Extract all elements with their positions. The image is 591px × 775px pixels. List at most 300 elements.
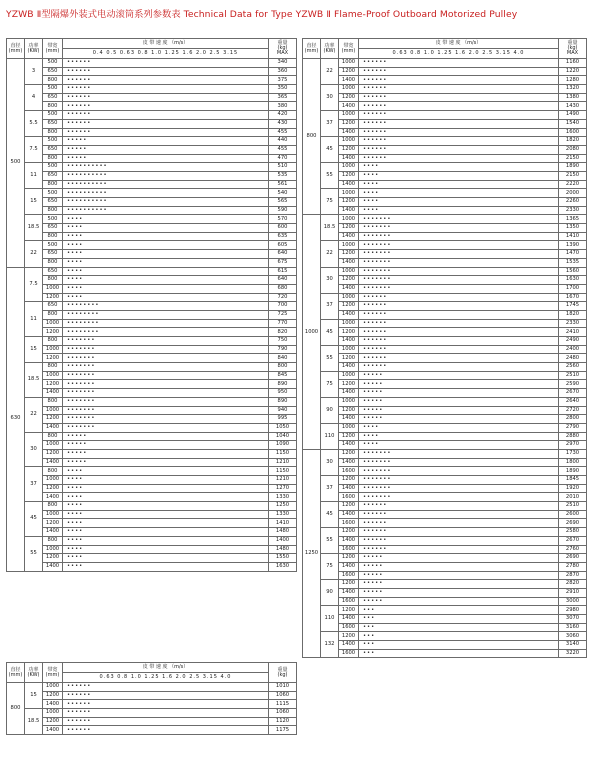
power-cell: 7.5 [25, 137, 43, 163]
table-row [7, 484, 297, 493]
table-row [7, 198, 297, 207]
table-row [7, 717, 297, 726]
diameter-cell: 500 [7, 59, 25, 268]
belt-width-cell: 800 [43, 276, 63, 285]
header-power: 功率 (KW) [25, 663, 43, 683]
table-row [303, 310, 587, 319]
weight-cell: 2880 [559, 432, 587, 441]
speed-availability-cell: •••• [63, 215, 269, 224]
weight-cell: 440 [269, 137, 297, 146]
weight-cell: 1365 [559, 215, 587, 224]
belt-width-cell: 1200 [43, 415, 63, 424]
belt-width-cell: 1000 [339, 137, 359, 146]
speed-availability-cell: •••••• [359, 154, 559, 163]
belt-width-cell: 650 [43, 145, 63, 154]
weight-cell: 2150 [559, 154, 587, 163]
weight-cell: 2510 [559, 502, 587, 511]
weight-cell: 2560 [559, 363, 587, 372]
speed-availability-cell: •••••••••• [63, 189, 269, 198]
weight-cell: 455 [269, 128, 297, 137]
belt-width-cell: 1600 [339, 467, 359, 476]
weight-cell: 2480 [559, 354, 587, 363]
table-row [7, 502, 297, 511]
header-weight: 重量 (kg) MAX [559, 39, 587, 59]
belt-width-cell: 500 [43, 137, 63, 146]
table-row [303, 363, 587, 372]
belt-width-cell: 1400 [43, 458, 63, 467]
weight-cell: 340 [269, 59, 297, 68]
weight-cell: 540 [269, 189, 297, 198]
table-row [7, 363, 297, 372]
speed-availability-cell: ••••• [359, 389, 559, 398]
table-row [303, 623, 587, 632]
belt-width-cell: 650 [43, 119, 63, 128]
table-row [303, 449, 587, 458]
weight-cell: 1150 [269, 449, 297, 458]
weight-cell: 2410 [559, 328, 587, 337]
header-belt-speed: 皮 带 速 度 （m/s） [359, 39, 559, 49]
weight-cell: 2260 [559, 198, 587, 207]
weight-cell: 2970 [559, 441, 587, 450]
belt-width-cell: 1200 [43, 717, 63, 726]
speed-availability-cell: •••••• [359, 293, 559, 302]
table-row [7, 510, 297, 519]
table-row [7, 293, 297, 302]
table-row [7, 397, 297, 406]
speed-availability-cell: •••••• [359, 137, 559, 146]
speed-availability-cell: •••••••••• [63, 180, 269, 189]
speed-availability-cell: •••••••••• [63, 163, 269, 172]
belt-width-cell: 1000 [339, 423, 359, 432]
speed-availability-cell: •••••••••• [63, 198, 269, 207]
belt-width-cell: 1600 [339, 597, 359, 606]
belt-width-cell: 1200 [339, 276, 359, 285]
table-row [7, 145, 297, 154]
speed-availability-cell: •••••• [359, 310, 559, 319]
weight-cell: 2690 [559, 554, 587, 563]
weight-cell: 1540 [559, 119, 587, 128]
table-row [7, 683, 297, 692]
weight-cell: 640 [269, 250, 297, 259]
weight-cell: 2910 [559, 588, 587, 597]
speed-availability-cell: ••••• [63, 137, 269, 146]
table-row [303, 502, 587, 511]
speed-availability-cell: ••••• [359, 380, 559, 389]
weight-cell: 2580 [559, 528, 587, 537]
speed-availability-cell: •••• [359, 206, 559, 215]
weight-cell: 1820 [559, 310, 587, 319]
speed-availability-cell: •••• [63, 224, 269, 233]
weight-cell: 1480 [269, 545, 297, 554]
power-cell: 55 [321, 345, 339, 371]
table-row [303, 510, 587, 519]
belt-width-cell: 1400 [339, 232, 359, 241]
table-row [303, 337, 587, 346]
belt-width-cell: 1200 [339, 380, 359, 389]
belt-width-cell: 1200 [339, 250, 359, 259]
speed-availability-cell: •••••• [63, 717, 269, 726]
weight-cell: 940 [269, 406, 297, 415]
speed-availability-cell: ••••••• [359, 224, 559, 233]
power-cell: 37 [321, 293, 339, 319]
speed-availability-cell: ••• [359, 649, 559, 658]
belt-width-cell: 1000 [339, 267, 359, 276]
weight-cell: 3000 [559, 597, 587, 606]
table-row [7, 310, 297, 319]
weight-cell: 1560 [559, 267, 587, 276]
speed-availability-cell: •••••• [359, 59, 559, 68]
weight-cell: 950 [269, 389, 297, 398]
table-row [303, 198, 587, 207]
belt-width-cell: 1200 [339, 354, 359, 363]
table-row [303, 180, 587, 189]
belt-width-cell: 800 [43, 432, 63, 441]
weight-cell: 1410 [269, 519, 297, 528]
weight-cell: 570 [269, 215, 297, 224]
belt-width-cell: 1000 [43, 441, 63, 450]
power-cell: 75 [321, 554, 339, 580]
belt-width-cell: 1000 [339, 111, 359, 120]
table-row [303, 406, 587, 415]
belt-width-cell: 1400 [43, 389, 63, 398]
speed-availability-cell: ••••••• [359, 241, 559, 250]
belt-width-cell: 1000 [339, 189, 359, 198]
weight-cell: 2600 [559, 510, 587, 519]
weight-cell: 2760 [559, 545, 587, 554]
belt-width-cell: 800 [43, 180, 63, 189]
belt-width-cell: 1200 [339, 328, 359, 337]
belt-width-cell: 1000 [43, 284, 63, 293]
belt-width-cell: 650 [43, 198, 63, 207]
speed-availability-cell: •••• [359, 441, 559, 450]
diameter-cell: 800 [7, 683, 25, 735]
table-row [7, 536, 297, 545]
table-row [303, 423, 587, 432]
belt-width-cell: 1400 [339, 484, 359, 493]
speed-availability-cell: ••••••• [359, 476, 559, 485]
speed-availability-cell: •••••••• [63, 328, 269, 337]
weight-cell: 1150 [269, 467, 297, 476]
weight-cell: 2150 [559, 171, 587, 180]
power-cell: 37 [321, 111, 339, 137]
weight-cell: 2490 [559, 337, 587, 346]
speed-availability-cell: ••• [359, 641, 559, 650]
belt-width-cell: 1200 [339, 119, 359, 128]
table-row [303, 85, 587, 94]
table-row [303, 484, 587, 493]
weight-cell: 1050 [269, 423, 297, 432]
belt-width-cell: 1000 [43, 406, 63, 415]
speed-availability-cell: •••• [63, 293, 269, 302]
belt-width-cell: 1400 [339, 536, 359, 545]
table-row [303, 241, 587, 250]
table-row [7, 432, 297, 441]
weight-cell: 1120 [269, 717, 297, 726]
speed-availability-cell: ••••••• [63, 415, 269, 424]
speed-availability-cell: •••••••••• [63, 206, 269, 215]
diameter-cell: 800 [303, 59, 321, 215]
belt-width-cell: 1200 [339, 632, 359, 641]
table-row [7, 137, 297, 146]
table-row [7, 258, 297, 267]
header-diameter: 直径 (mm) [7, 39, 25, 59]
speed-availability-cell: •••••• [359, 328, 559, 337]
weight-cell: 1220 [559, 67, 587, 76]
header-belt-width: 带宽 (mm) [43, 663, 63, 683]
weight-cell: 2790 [559, 423, 587, 432]
speed-availability-cell: •••• [63, 241, 269, 250]
belt-width-cell: 1400 [339, 615, 359, 624]
weight-cell: 1890 [559, 163, 587, 172]
weight-cell: 700 [269, 302, 297, 311]
table-row [303, 267, 587, 276]
power-cell: 132 [321, 632, 339, 658]
weight-cell: 2870 [559, 571, 587, 580]
weight-cell: 3060 [559, 632, 587, 641]
belt-width-cell: 1200 [339, 580, 359, 589]
table-row [303, 250, 587, 259]
belt-width-cell: 650 [43, 93, 63, 102]
table-row [7, 545, 297, 554]
belt-width-cell: 1200 [339, 554, 359, 563]
speed-availability-cell: ••• [359, 615, 559, 624]
table-row [303, 224, 587, 233]
table-row [7, 528, 297, 537]
speed-availability-cell: •••••• [63, 102, 269, 111]
table-row [7, 709, 297, 718]
left-spec-table [6, 38, 297, 572]
speed-availability-cell: •••••• [63, 128, 269, 137]
weight-cell: 455 [269, 145, 297, 154]
table-row [7, 215, 297, 224]
speed-availability-cell: ••••••• [63, 371, 269, 380]
belt-width-cell: 1000 [339, 59, 359, 68]
weight-cell: 1210 [269, 458, 297, 467]
speed-availability-cell: ••••••• [359, 232, 559, 241]
weight-cell: 590 [269, 206, 297, 215]
power-cell: 45 [321, 137, 339, 163]
table-row [303, 389, 587, 398]
speed-availability-cell: •••••• [359, 510, 559, 519]
table-row [7, 354, 297, 363]
weight-cell: 1550 [269, 554, 297, 563]
power-cell: 15 [25, 189, 43, 215]
speed-availability-cell: ••••••• [359, 467, 559, 476]
weight-cell: 1010 [269, 683, 297, 692]
speed-availability-cell: •••••••• [63, 302, 269, 311]
belt-width-cell: 650 [43, 250, 63, 259]
power-cell: 7.5 [25, 267, 43, 302]
speed-availability-cell: •••• [359, 189, 559, 198]
table-row [7, 302, 297, 311]
belt-width-cell: 800 [43, 467, 63, 476]
power-cell: 18.5 [25, 215, 43, 241]
table-row [303, 606, 587, 615]
power-cell: 30 [321, 85, 339, 111]
speed-availability-cell: •••••• [359, 85, 559, 94]
table-row [303, 215, 587, 224]
speed-availability-cell: ••••••• [359, 276, 559, 285]
speed-availability-cell: •••• [63, 536, 269, 545]
table-row [303, 467, 587, 476]
table-row [303, 397, 587, 406]
speed-availability-cell: •••••• [359, 502, 559, 511]
speed-availability-cell: •••••• [359, 119, 559, 128]
weight-cell: 510 [269, 163, 297, 172]
speed-availability-cell: •••• [359, 198, 559, 207]
belt-width-cell: 500 [43, 111, 63, 120]
table-row [7, 337, 297, 346]
belt-width-cell: 1200 [43, 554, 63, 563]
header-speed-values: 0.63 0.8 1.0 1.25 1.6 2.0 2.5 3.15 4.0 [359, 49, 559, 59]
belt-width-cell: 500 [43, 189, 63, 198]
weight-cell: 1670 [559, 293, 587, 302]
weight-cell: 535 [269, 171, 297, 180]
power-cell: 11 [25, 302, 43, 337]
speed-availability-cell: •••• [63, 476, 269, 485]
table-row [7, 232, 297, 241]
belt-width-cell: 1200 [43, 380, 63, 389]
weight-cell: 1250 [269, 502, 297, 511]
power-cell: 22 [25, 397, 43, 432]
weight-cell: 1330 [269, 510, 297, 519]
speed-availability-cell: ••••••• [63, 389, 269, 398]
weight-cell: 635 [269, 232, 297, 241]
speed-availability-cell: ••••• [359, 406, 559, 415]
belt-width-cell: 1000 [43, 371, 63, 380]
belt-width-cell: 1000 [339, 345, 359, 354]
speed-availability-cell: ••••••• [359, 449, 559, 458]
belt-width-cell: 500 [43, 85, 63, 94]
belt-width-cell: 1200 [339, 476, 359, 485]
weight-cell: 2510 [559, 371, 587, 380]
belt-width-cell: 1400 [43, 423, 63, 432]
weight-cell: 1470 [559, 250, 587, 259]
table-row [303, 258, 587, 267]
right-spec-table-body [303, 59, 587, 658]
belt-width-cell: 1600 [339, 623, 359, 632]
weight-cell: 1380 [559, 93, 587, 102]
table-row [7, 119, 297, 128]
belt-width-cell: 1000 [43, 545, 63, 554]
power-cell: 75 [321, 189, 339, 215]
power-cell: 22 [321, 59, 339, 85]
left-spec-table-body [7, 59, 297, 572]
belt-width-cell: 1200 [339, 606, 359, 615]
speed-availability-cell: •••••• [359, 354, 559, 363]
table-row [7, 458, 297, 467]
weight-cell: 2590 [559, 380, 587, 389]
weight-cell: 2720 [559, 406, 587, 415]
table-row [7, 406, 297, 415]
table-row [7, 284, 297, 293]
speed-availability-cell: •••• [63, 284, 269, 293]
belt-width-cell: 1200 [43, 293, 63, 302]
belt-width-cell: 1400 [43, 726, 63, 735]
right-spec-table-container [302, 38, 586, 658]
speed-availability-cell: ••••• [63, 154, 269, 163]
speed-availability-cell: •••••• [359, 519, 559, 528]
speed-availability-cell: •••• [63, 519, 269, 528]
belt-width-cell: 800 [43, 536, 63, 545]
table-row [7, 93, 297, 102]
speed-availability-cell: •••• [359, 432, 559, 441]
weight-cell: 1280 [559, 76, 587, 85]
speed-availability-cell: •••••• [63, 111, 269, 120]
speed-availability-cell: •••• [63, 493, 269, 502]
power-cell: 55 [321, 528, 339, 554]
belt-width-cell: 1200 [339, 93, 359, 102]
power-cell: 45 [321, 319, 339, 345]
table-row [303, 632, 587, 641]
weight-cell: 1040 [269, 432, 297, 441]
table-row [7, 389, 297, 398]
header-diameter: 直径 (mm) [303, 39, 321, 59]
speed-availability-cell: •••••• [63, 691, 269, 700]
belt-width-cell: 500 [43, 163, 63, 172]
weight-cell: 1390 [559, 241, 587, 250]
table-row [303, 145, 587, 154]
speed-availability-cell: •••••• [63, 709, 269, 718]
belt-width-cell: 1200 [339, 406, 359, 415]
weight-cell: 1630 [269, 562, 297, 571]
diameter-cell: 1250 [303, 449, 321, 658]
weight-cell: 640 [269, 276, 297, 285]
belt-width-cell: 1000 [339, 85, 359, 94]
table-row [7, 380, 297, 389]
table-row [303, 562, 587, 571]
table-row [303, 588, 587, 597]
weight-cell: 1270 [269, 484, 297, 493]
belt-width-cell: 1200 [339, 502, 359, 511]
belt-width-cell: 1400 [339, 102, 359, 111]
belt-width-cell: 800 [43, 258, 63, 267]
belt-width-cell: 1200 [339, 302, 359, 311]
belt-width-cell: 1400 [339, 562, 359, 571]
power-cell: 18.5 [321, 215, 339, 241]
weight-cell: 561 [269, 180, 297, 189]
table-row [7, 415, 297, 424]
weight-cell: 565 [269, 198, 297, 207]
speed-availability-cell: •••• [359, 423, 559, 432]
weight-cell: 1920 [559, 484, 587, 493]
power-cell: 90 [321, 397, 339, 423]
belt-width-cell: 800 [43, 363, 63, 372]
table-row [7, 128, 297, 137]
weight-cell: 605 [269, 241, 297, 250]
weight-cell: 750 [269, 337, 297, 346]
belt-width-cell: 1400 [339, 458, 359, 467]
speed-availability-cell: ••••• [63, 145, 269, 154]
belt-width-cell: 1000 [43, 319, 63, 328]
speed-availability-cell: ••• [359, 606, 559, 615]
table-row [303, 371, 587, 380]
speed-availability-cell: ••••• [359, 415, 559, 424]
table-row [7, 519, 297, 528]
speed-availability-cell: •••• [63, 258, 269, 267]
table-row [303, 163, 587, 172]
power-cell: 75 [321, 371, 339, 397]
diameter-cell: 1000 [303, 215, 321, 450]
power-cell: 45 [25, 502, 43, 537]
power-cell: 22 [321, 241, 339, 267]
belt-width-cell: 1200 [339, 67, 359, 76]
weight-cell: 1730 [559, 449, 587, 458]
table-row [303, 380, 587, 389]
table-row [7, 102, 297, 111]
weight-cell: 600 [269, 224, 297, 233]
power-cell: 4 [25, 85, 43, 111]
